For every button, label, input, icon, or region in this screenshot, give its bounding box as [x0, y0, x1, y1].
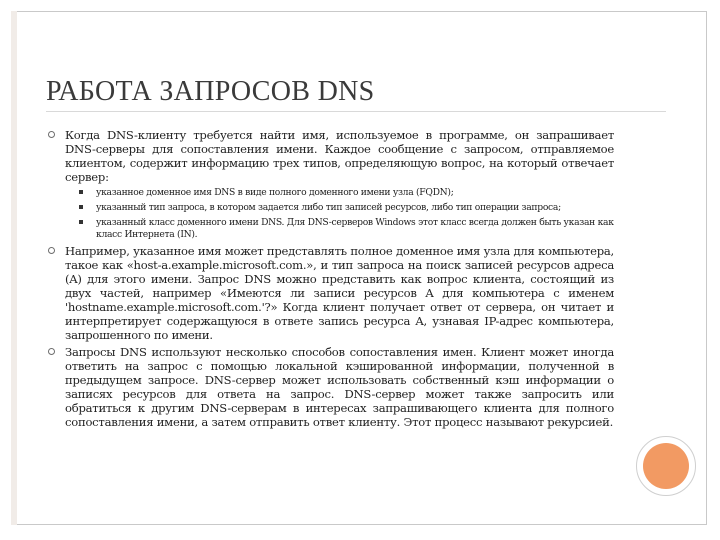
- square-bullet-icon: [79, 190, 83, 194]
- slide-title: РАБОТА ЗАПРОСОВ DNS: [46, 76, 375, 107]
- bullet-item-3: [46, 345, 614, 429]
- bullet-item-2: [46, 244, 614, 342]
- sub-bullet-item-2: [65, 202, 614, 214]
- sub-bullet-item-1: [65, 187, 614, 199]
- sub-bullet-list: [65, 187, 614, 241]
- sub-bullet-item-3: [65, 217, 614, 241]
- square-bullet-icon: [79, 220, 83, 224]
- bullet-list: [46, 128, 614, 429]
- decor-orange-circle: [643, 443, 689, 489]
- ring-bullet-icon: [48, 348, 55, 355]
- bullet-text: Когда DNS-клиенту требуется найти имя, используемое в программе, он запрашивает DNS-серверы для сопоставления имени. Каждое сообщение с запросом, отправляемое клиентом, содержит информацию трех типов, определяющую вопрос, на который отвечает сервер:: [65, 128, 614, 184]
- ring-bullet-icon: [48, 131, 55, 138]
- bullet-text: Запросы DNS используют несколько способов сопоставления имен. Клиент может иногда ответить на запрос с помощью локальной кэшированной информации, полученной в предыдущем запросе. DNS-сервер может использовать собственный кэш информации о записях ресурсов для ответа на запрос. DNS-сервер может также запросить или обратиться к другим DNS-серверам в интересах запрашивающего клиента для полного сопоставления имени, а затем отправить ответ клиенту. Этот процесс называют рекурсией.: [65, 345, 614, 429]
- title-divider: [46, 111, 666, 112]
- slide-body: [46, 128, 614, 432]
- sub-bullet-text: указанное доменное имя DNS в виде полного доменного имени узла (FQDN);: [96, 187, 454, 198]
- left-decor-strip: [11, 11, 17, 525]
- ring-bullet-icon: [48, 247, 55, 254]
- square-bullet-icon: [79, 205, 83, 209]
- sub-bullet-text: указанный класс доменного имени DNS. Для DNS-серверов Windows этот класс всегда должен быть указан как класс Интернета (IN).: [96, 217, 614, 240]
- bullet-item-1: [46, 128, 614, 241]
- bullet-text: Например, указанное имя может представлять полное доменное имя узла для компьютера, такое как «host-a.example.microsoft.com.», и тип запроса на поиск записей ресурсов адреса (A) для этого имени. Запрос DNS можно представить как вопрос клиента, состоящий из двух частей, например «Имеются ли записи ресурсов A для компьютера с именем 'hostname.example.microsoft.com.'?» Когда клиент получает ответ от сервера, он читает и интерпретирует содержащуюся в ответе запись ресурса A, узнавая IP-адрес компьютера, запрошенного по имени.: [65, 244, 614, 342]
- sub-bullet-text: указанный тип запроса, в котором задается либо тип записей ресурсов, либо тип операции запроса;: [96, 202, 561, 213]
